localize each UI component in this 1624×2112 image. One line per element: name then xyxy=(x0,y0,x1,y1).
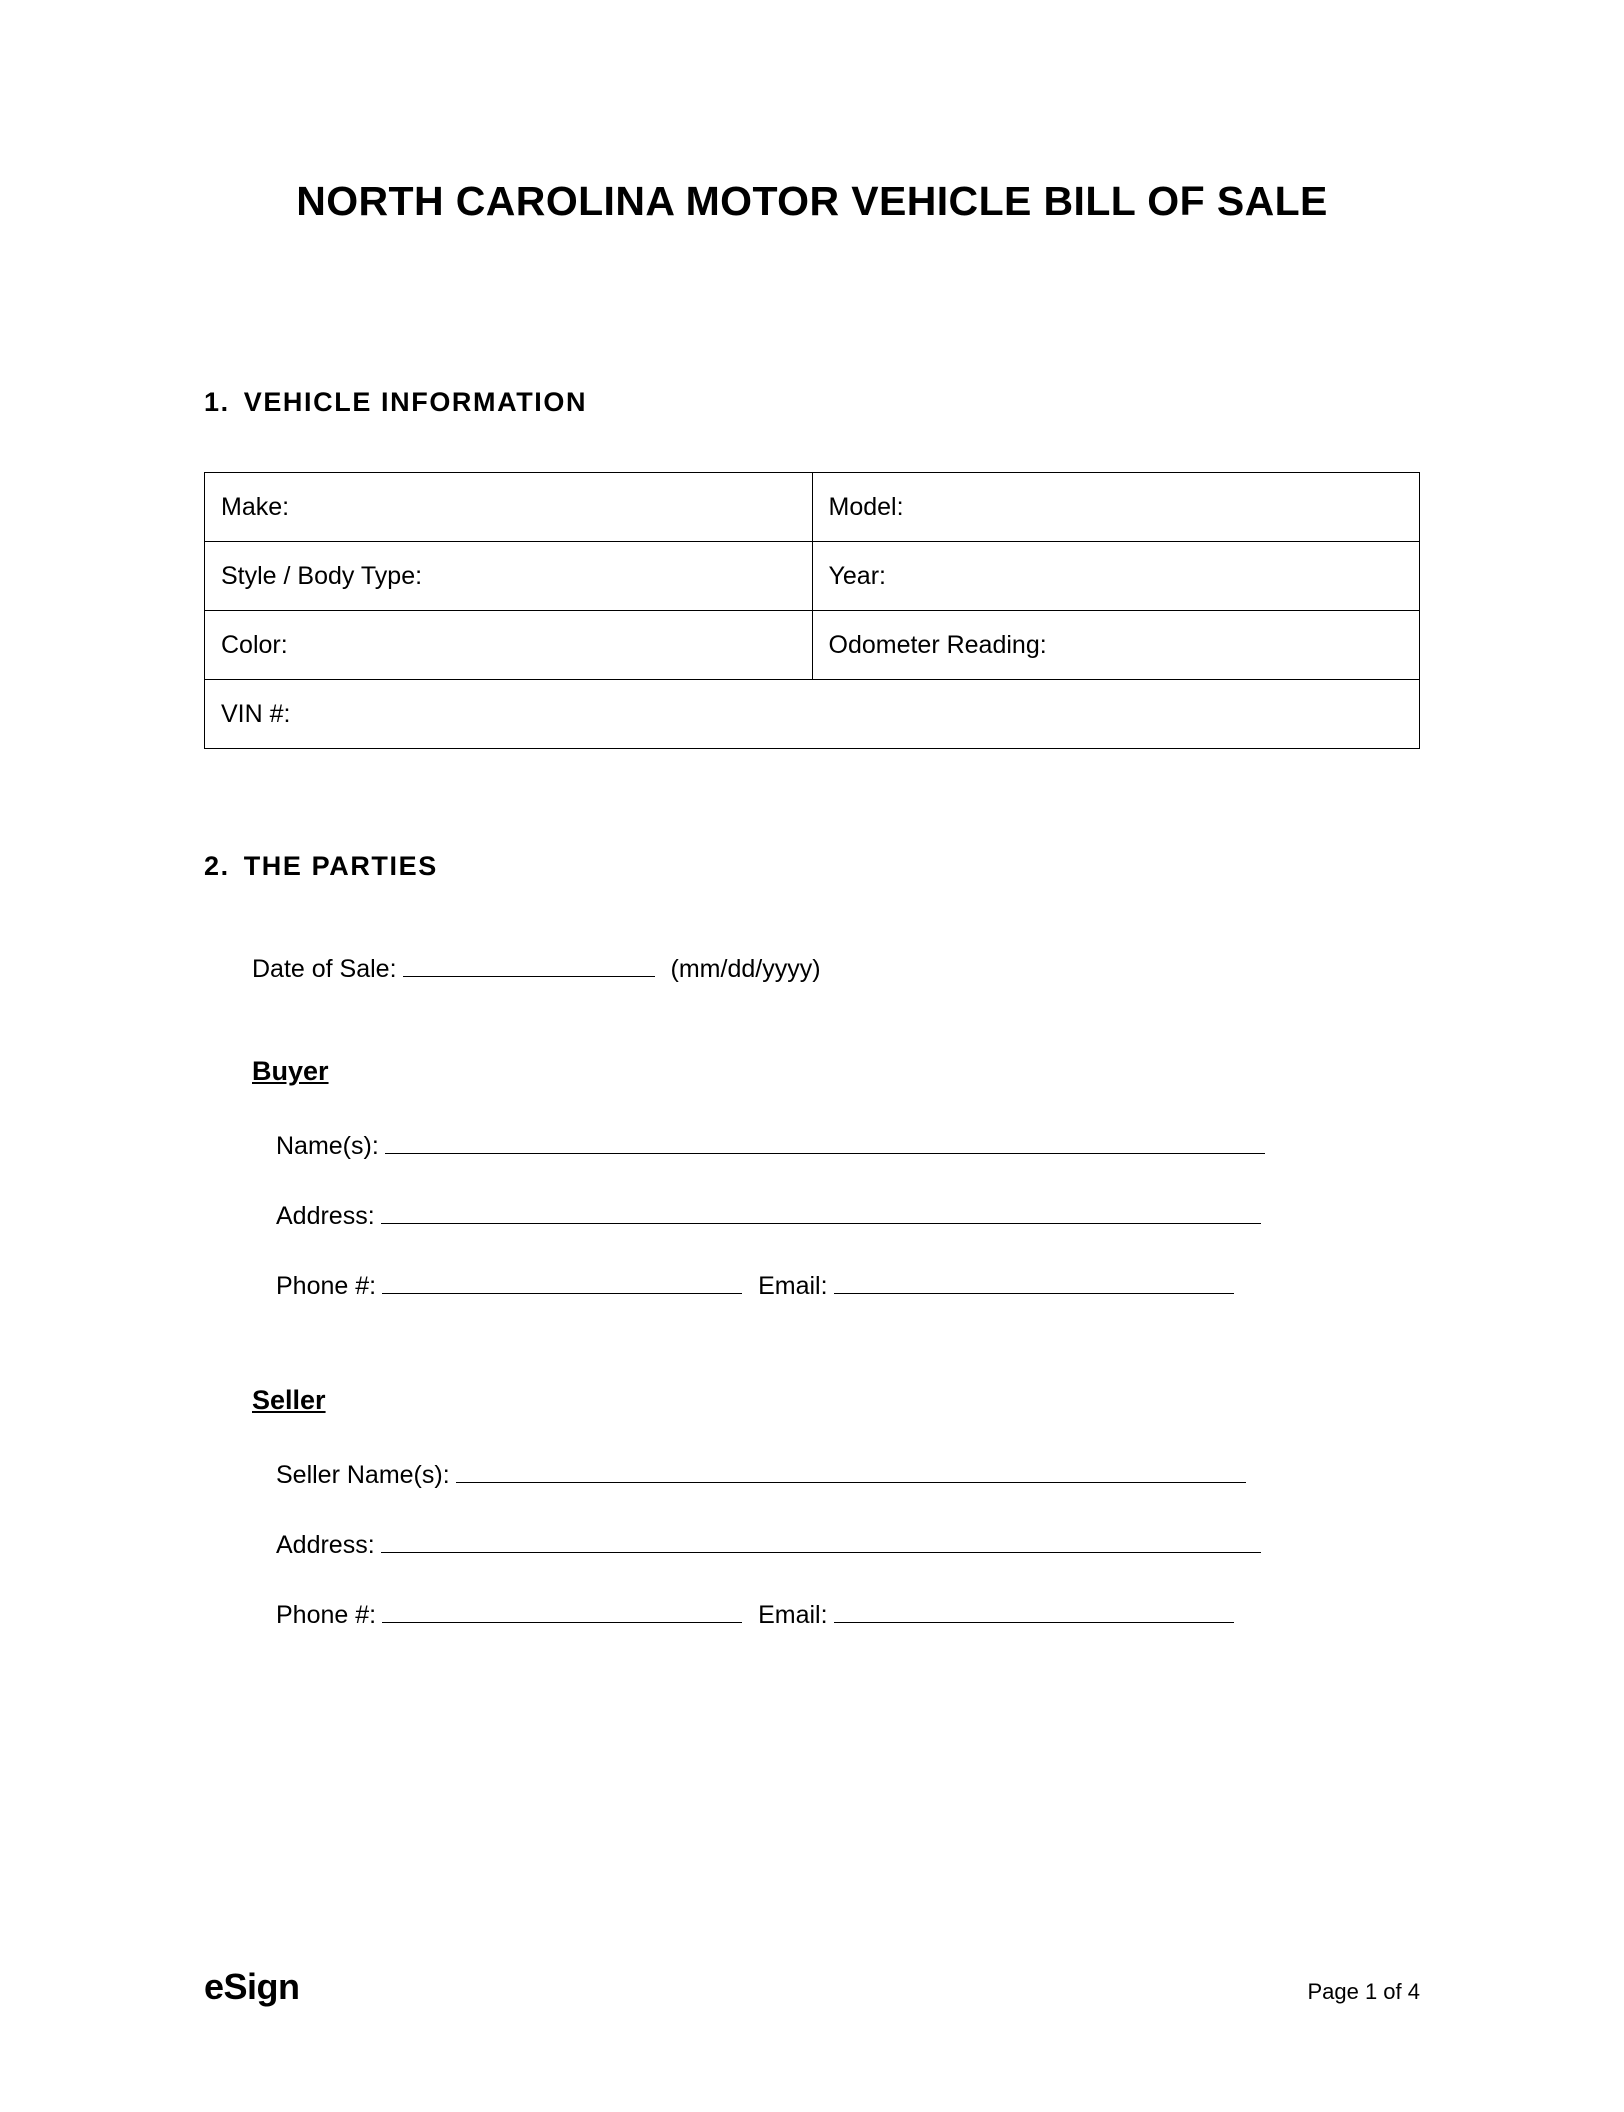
buyer-phone-label: Phone #: xyxy=(276,1272,377,1300)
seller-phone-label: Phone #: xyxy=(276,1601,377,1629)
document-body xyxy=(204,0,1420,1630)
seller-contact-row xyxy=(276,1600,1420,1630)
field-style-body-type[interactable]: Style / Body Type: xyxy=(205,542,813,611)
seller-address-row xyxy=(276,1530,1420,1560)
date-format-hint: (mm/dd/yyyy) xyxy=(670,955,821,983)
field-odometer-reading[interactable]: Odometer Reading: xyxy=(812,611,1420,680)
table-row xyxy=(205,680,1420,749)
field-model[interactable]: Model: xyxy=(812,473,1420,542)
buyer-contact-row xyxy=(276,1271,1420,1301)
seller-email-input[interactable] xyxy=(834,1600,1234,1623)
seller-heading: Seller xyxy=(252,1385,326,1415)
page-title: NORTH CAROLINA MOTOR VEHICLE BILL OF SALE xyxy=(296,178,1328,224)
seller-address-input[interactable] xyxy=(381,1530,1261,1553)
buyer-address-label: Address: xyxy=(276,1202,375,1230)
buyer-name-row xyxy=(276,1131,1420,1161)
field-year[interactable]: Year: xyxy=(812,542,1420,611)
brand-logo: eSign xyxy=(204,1966,300,2007)
vehicle-information-table xyxy=(204,472,1420,749)
buyer-heading: Buyer xyxy=(252,1056,329,1086)
date-of-sale-label: Date of Sale: xyxy=(252,955,397,983)
seller-name-label: Seller Name(s): xyxy=(276,1461,450,1489)
buyer-name-input[interactable] xyxy=(385,1131,1265,1154)
section-heading-the-parties xyxy=(204,851,1420,882)
page-footer xyxy=(204,1966,1420,2008)
seller-phone-input[interactable] xyxy=(382,1600,742,1623)
table-row xyxy=(205,542,1420,611)
field-vin[interactable]: VIN #: xyxy=(205,680,1420,749)
date-of-sale-row xyxy=(252,954,1420,984)
seller-email-label: Email: xyxy=(758,1601,828,1629)
field-make[interactable]: Make: xyxy=(205,473,813,542)
section-number: 2. xyxy=(204,851,230,881)
seller-address-label: Address: xyxy=(276,1531,375,1559)
section-title: THE PARTIES xyxy=(243,851,438,881)
seller-name-input[interactable] xyxy=(456,1460,1246,1483)
field-color[interactable]: Color: xyxy=(205,611,813,680)
buyer-name-label: Name(s): xyxy=(276,1132,379,1160)
table-row xyxy=(205,611,1420,680)
page-number: Page 1 of 4 xyxy=(1307,1979,1420,2004)
section-number: 1. xyxy=(204,387,230,417)
seller-name-row xyxy=(276,1460,1420,1490)
section-title: VEHICLE INFORMATION xyxy=(243,387,588,417)
buyer-email-label: Email: xyxy=(758,1272,828,1300)
date-of-sale-input[interactable] xyxy=(403,954,655,977)
buyer-email-input[interactable] xyxy=(834,1271,1234,1294)
buyer-phone-input[interactable] xyxy=(382,1271,742,1294)
table-row xyxy=(205,473,1420,542)
section-heading-vehicle-information xyxy=(204,387,1420,418)
buyer-address-row xyxy=(276,1201,1420,1231)
buyer-address-input[interactable] xyxy=(381,1201,1261,1224)
